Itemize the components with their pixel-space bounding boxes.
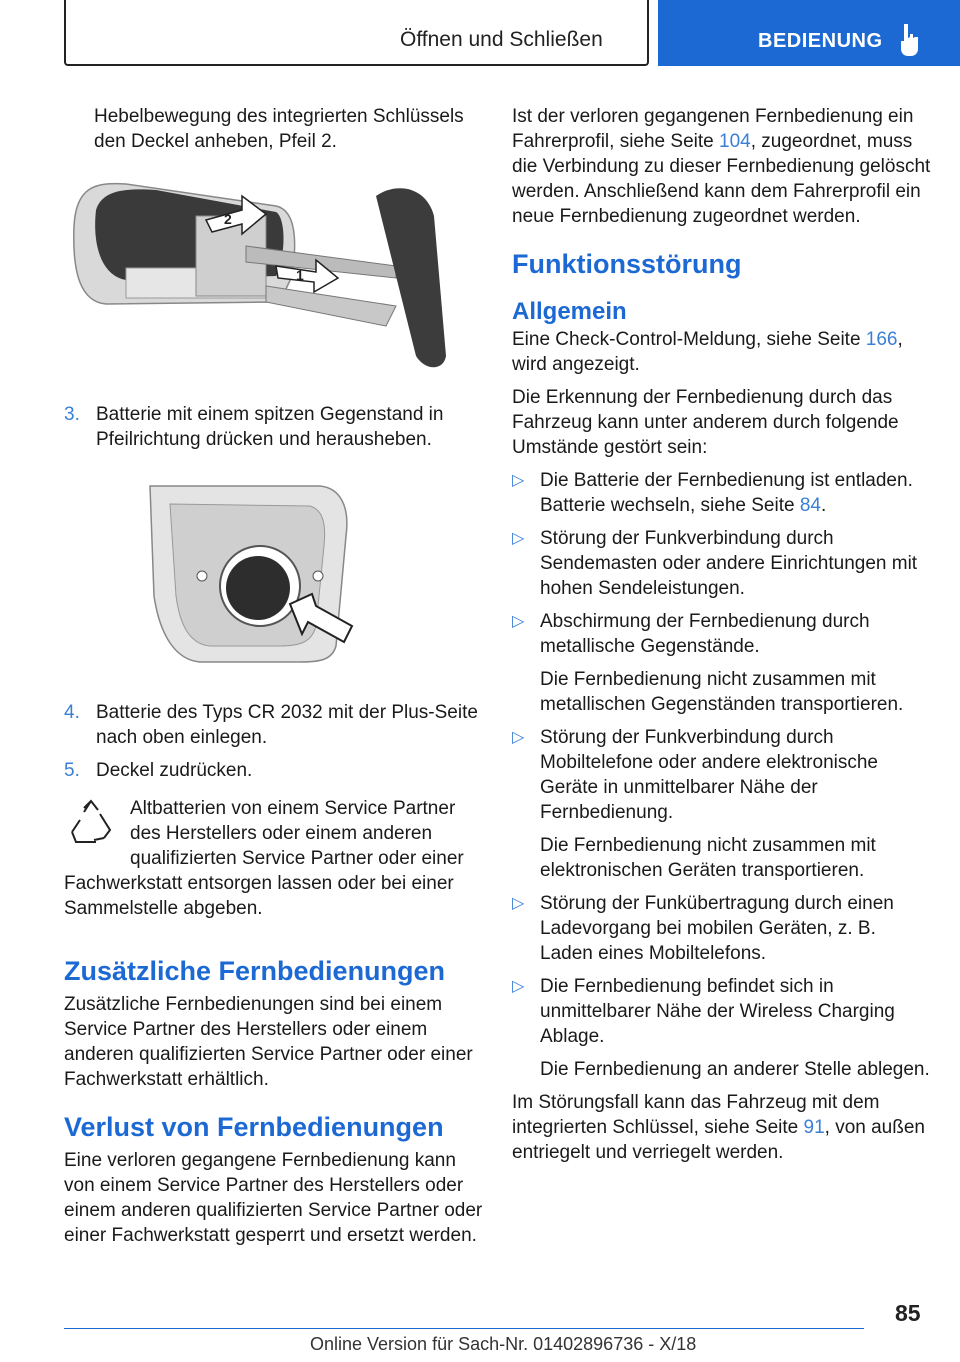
heading-general: Allgemein xyxy=(512,298,627,325)
step-number: 5. xyxy=(64,760,80,781)
paragraph-detection: Die Erkennung der Fernbedienung durch das Fahrzeug kann unter anderem durch folgende Umstände gestört sein: xyxy=(512,387,899,458)
steps-4-5 xyxy=(64,700,484,791)
text-segment: Die Fernbedienung befindet sich in unmittelbarer Nähe der Wireless Charging Ablage. xyxy=(540,976,895,1047)
step-3 xyxy=(64,402,484,452)
list-item xyxy=(512,725,932,825)
text-segment: Eine Check-Control-Meldung, siehe Seite xyxy=(512,329,866,350)
step-4 xyxy=(64,700,484,750)
text-segment: , zugeordnet, muss die Verbindung zu dieser Fernbedienung gelöscht werden. Anschließend kann dem Fahrerprofil ein neue Fernbedienung zugeordnet werden. xyxy=(512,131,931,227)
paragraph-lost: Eine verloren gegangene Fernbedienung kann von einem Service Partner des Herstellers oder einem anderen qualifizierten Service Partner oder einer Fachwerkstatt gesperrt und ersetzt werden. xyxy=(64,1150,483,1246)
section-tab xyxy=(658,0,960,66)
bullet-triangle-icon: ▷ xyxy=(512,472,525,489)
paragraph-fallback xyxy=(512,1090,932,1165)
text-segment: , von außen entriegelt und verriegelt werden. xyxy=(512,1117,925,1163)
heading-additional-remotes: Zusätzliche Fernbedienungen xyxy=(64,956,446,986)
step-text: Batterie des Typs CR 2032 mit der Plus-Seite nach oben einlegen. xyxy=(96,702,478,748)
step-text: Batterie mit einem spitzen Gegenstand in Pfeilrichtung drücken und herausheben. xyxy=(96,404,444,450)
additional-section xyxy=(64,954,484,1256)
text-segment: , wird angezeigt. xyxy=(512,329,903,375)
chapter-title: Öffnen und Schließen xyxy=(400,28,603,51)
page-link-91[interactable]: 91 xyxy=(803,1117,825,1138)
hand-pointer-icon xyxy=(896,22,922,56)
heading-lost-remotes: Verlust von Fernbedienungen xyxy=(64,1112,444,1142)
text-segment: Ist der verloren gegangenen Fernbedienung ein Fahrerprofil, siehe Seite xyxy=(512,106,914,152)
bullet-triangle-icon: ▷ xyxy=(512,895,525,912)
step-number: 3. xyxy=(64,404,80,425)
list-item-note: Die Fernbedienung nicht zusammen mit metallischen Gegenständen transportieren. xyxy=(540,669,904,715)
left-column xyxy=(64,104,484,154)
step-text: Deckel zudrücken. xyxy=(96,760,253,781)
step-5 xyxy=(64,758,484,783)
text-segment: Abschirmung der Fernbedienung durch metallische Gegenstände. xyxy=(540,611,870,657)
page-link-104[interactable]: 104 xyxy=(719,131,751,152)
battery-compartment-illustration xyxy=(140,476,380,666)
heading-malfunction: Funktionsstörung xyxy=(512,249,742,279)
bullet-triangle-icon: ▷ xyxy=(512,530,525,547)
footer-online-version: Online Version für Sach-Nr. 01402896736 - X/18 xyxy=(310,1334,697,1354)
callout-1: 1 xyxy=(296,267,304,283)
step-3-block xyxy=(64,402,484,452)
bullet-triangle-icon: ▷ xyxy=(512,978,525,995)
recycle-note xyxy=(64,796,484,921)
list-item xyxy=(512,526,932,601)
page-link-166[interactable]: 166 xyxy=(865,329,898,350)
text-segment: Im Störungsfall kann das Fahrzeug mit dem integrierten Schlüssel, siehe Seite xyxy=(512,1092,880,1138)
list-item xyxy=(512,468,932,518)
text-segment: Störung der Funkverbindung durch Mobiltelefone oder andere elektronische Geräte in unmittelbarer Nähe der Fernbedienung. xyxy=(540,727,878,823)
text-segment: Störung der Funkverbindung durch Sendemasten oder andere Einrichtungen mit hohen Sendeleistungen. xyxy=(540,528,918,599)
page-number: 85 xyxy=(895,1300,921,1326)
list-item xyxy=(512,609,932,659)
text-segment: . xyxy=(820,495,827,516)
list-item-note: Die Fernbedienung an anderer Stelle ablegen. xyxy=(540,1059,930,1080)
bullet-triangle-icon: ▷ xyxy=(512,613,525,630)
callout-2: 2 xyxy=(224,211,232,227)
right-column xyxy=(512,104,932,1173)
paragraph-check-control xyxy=(512,327,932,377)
page-link-84[interactable]: 84 xyxy=(799,495,821,516)
list-item xyxy=(512,974,932,1049)
key-blade-illustration xyxy=(66,176,466,372)
list-item xyxy=(512,891,932,966)
text-segment: Die Batterie der Fernbedienung ist entladen. Batterie wechseln, siehe Seite xyxy=(540,470,913,516)
footer-divider xyxy=(64,1328,864,1329)
bullet-triangle-icon: ▷ xyxy=(512,729,525,746)
text-segment: Störung der Funkübertragung durch einen Ladevorgang bei mobilen Geräten, z. B. Laden eines Mobiltelefons. xyxy=(540,893,894,964)
intro-text: Hebelbewegung des integrierten Schlüssels den Deckel anheben, Pfeil 2. xyxy=(94,106,464,152)
step-number: 4. xyxy=(64,702,80,723)
list-item-note: Die Fernbedienung nicht zusammen mit elektronischen Geräten transportieren. xyxy=(540,835,876,881)
paragraph-driver-profile xyxy=(512,104,932,229)
section-label: BEDIENUNG xyxy=(758,30,883,52)
recycle-text-cont: Fachwerkstatt entsorgen lassen oder bei einer Sammelstelle abgeben. xyxy=(64,873,454,919)
recycle-text: Altbatterien von einem Service Partner des Herstellers oder einem anderen qualifizierten Service Partner oder einer xyxy=(130,798,464,869)
paragraph-additional: Zusätzliche Fernbedienungen sind bei einem Service Partner des Herstellers oder einem anderen qualifizierten Service Partner oder einer Fachwerkstatt erhältlich. xyxy=(64,994,473,1090)
